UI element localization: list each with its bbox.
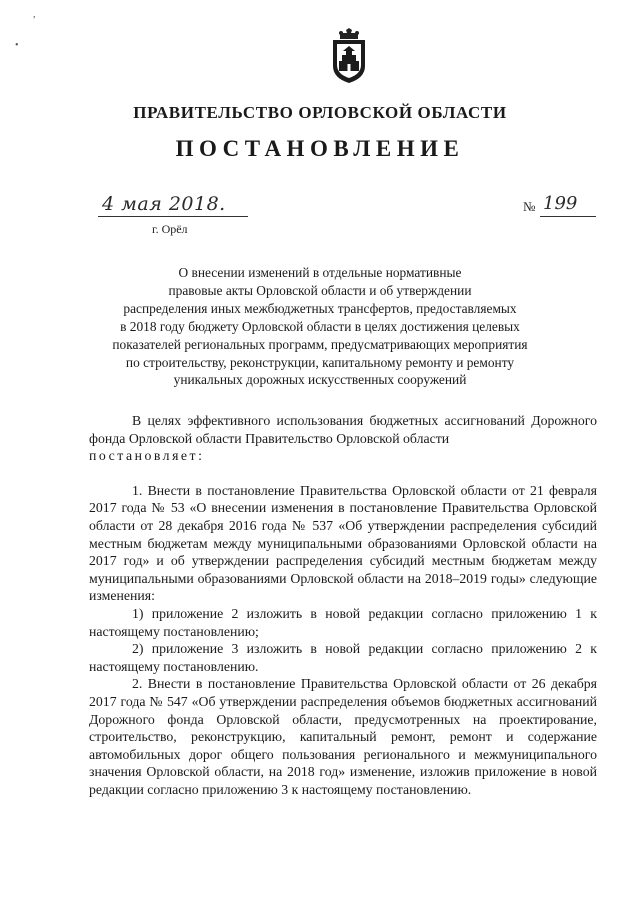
item-1-2-paragraph: 2) приложение 3 изложить в новой редакции согласно приложению 2 к настоящему постановлению. [89, 641, 597, 674]
handwritten-date: 4 мая 2018. [102, 193, 226, 215]
item-2-paragraph: 2. Внести в постановление Правительства Орловской области от 26 декабря 2017 года № 547 «Об утверждении распределения объемов бюджетных ассигнований Дорожного фонда Орловской области, предусмотренных на проектирование, строительство, реконструкцию, капитальный ремонт, ремонт и содержание автомобильных дорог общего пользования регионального и межмуниципального значения Орловской области, на 2018 год» изменение, изложив приложение в новой редакции согласно приложению 3 к настоящему постановлению. [89, 676, 597, 797]
subject-line: показателей региональных программ, предусматривающих мероприятия [112, 336, 528, 352]
subject-line: распределения иных межбюджетных трансфертов, предоставляемых [123, 300, 517, 316]
number-label: № [523, 199, 536, 214]
subject-line: правовые акты Орловской области и об утверждении [168, 282, 472, 298]
subject-line: в 2018 году бюджету Орловской области в целях достижения целевых [120, 318, 520, 334]
subject-line: уникальных дорожных искусственных сооружений [173, 372, 467, 388]
preamble-paragraph: В целях эффективного использования бюджетных ассигнований Дорожного фонда Орловской области Правительство Орловской области [89, 413, 597, 446]
item-1-paragraph: 1. Внести в постановление Правительства Орловской области от 21 февраля 2017 года № 53 «О внесении изменения в постановление Правительства Орловской области от 28 декабря 2016 года № 537 «Об утверждении распределения субсидий местным бюджетам между муниципальными образованиями Орловской области на 2017 год» и об утверждении распределения субсидий местным бюджетам между муниципальными образованиями Орловской области на 2018–2019 годы» следующие изменения: [89, 482, 597, 604]
item-1-1-paragraph: 1) приложение 2 изложить в новой редакции согласно приложению 1 к настоящему постановлению; [89, 605, 597, 639]
scan-mark: , [33, 9, 36, 20]
handwritten-number: 199 [543, 193, 578, 214]
coat-of-arms-icon [329, 28, 369, 84]
document-subject [60, 264, 580, 389]
subject-line: О внесении изменений в отдельные нормативные [178, 265, 462, 280]
date-underline [98, 216, 248, 217]
subject-line: по строительству, реконструкции, капитальному ремонту и ремонту [125, 354, 515, 370]
resolves-word: постановляет: [89, 448, 205, 464]
document-body [89, 412, 597, 798]
number-underline [540, 216, 596, 217]
document-type: ПОСТАНОВЛЕНИЕ [175, 136, 465, 161]
scan-dot: • [15, 40, 19, 51]
city: г. Орёл [152, 222, 188, 236]
government-title: ПРАВИТЕЛЬСТВО ОРЛОВСКОЙ ОБЛАСТИ [133, 103, 507, 122]
